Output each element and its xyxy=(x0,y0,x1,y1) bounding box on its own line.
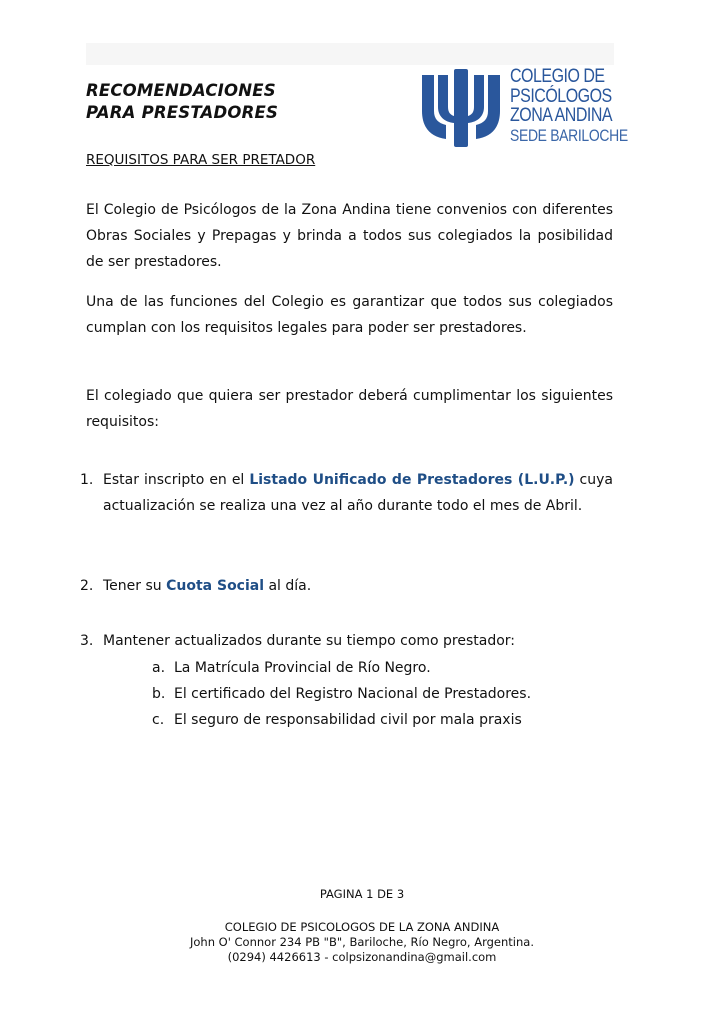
logo-line-3: ZONA ANDINA xyxy=(510,104,613,126)
footer-address: John O' Connor 234 PB "B", Bariloche, Río Negro, Argentina. xyxy=(190,935,534,949)
psi-symbol-icon xyxy=(418,67,504,149)
document-title xyxy=(86,80,278,124)
logo-wordmark xyxy=(510,67,654,145)
paragraph-2: Una de las funciones del Colegio es garantizar que todos sus colegiados cumplan con los requisitos legales para poder ser prestadores. xyxy=(86,294,613,336)
list-number: 1. xyxy=(80,472,94,488)
footer-org: COLEGIO DE PSICOLOGOS DE LA ZONA ANDINA xyxy=(224,920,500,934)
title-line-2: PARA PRESTADORES xyxy=(86,103,279,122)
requirement-item-2 xyxy=(80,573,613,599)
logo-line-4: SEDE BARILOCHE xyxy=(510,125,628,145)
requirement-text: Tener su xyxy=(103,578,167,594)
footer-contact: (0294) 4426613 - colpsizonandina@gmail.com xyxy=(227,950,497,964)
title-line-1: RECOMENDACIONES xyxy=(86,81,276,100)
paragraph-1: El Colegio de Psicólogos de la Zona Andina tiene convenios con diferentes Obras Sociales y Prepagas y brinda a todos sus colegiados la posibilidad de ser prestadores. xyxy=(86,202,613,270)
requirement-item-3 xyxy=(80,628,613,654)
list-number: 2. xyxy=(80,578,94,594)
paragraph-3: El colegiado que quiera ser prestador deberá cumplimentar los siguientes requisitos: xyxy=(86,388,613,430)
subitem-letter: a. xyxy=(152,660,166,676)
requirement-text: al día. xyxy=(264,578,312,594)
colegio-logo xyxy=(418,67,628,151)
footer-info xyxy=(0,920,724,965)
logo-line-1: COLEGIO DE xyxy=(510,65,605,87)
requirement-text: Estar inscripto en el xyxy=(103,472,250,488)
logo-line-2: PSICÓLOGOS xyxy=(510,84,612,107)
subitem-text: El seguro de responsabilidad civil por mala praxis xyxy=(174,712,522,728)
requirement-text: Mantener actualizados durante su tiempo como prestador: xyxy=(103,633,516,649)
page-header-band xyxy=(86,43,614,65)
lup-highlight: Listado Unificado de Prestadores (L.U.P.) xyxy=(249,472,575,488)
subitem-text: El certificado del Registro Nacional de Prestadores. xyxy=(174,686,532,702)
subitem-c xyxy=(152,707,522,733)
subitem-letter: c. xyxy=(152,712,165,728)
subitem-text: La Matrícula Provincial de Río Negro. xyxy=(174,660,431,676)
subitem-letter: b. xyxy=(152,686,166,702)
page-number: PAGINA 1 DE 3 xyxy=(319,887,405,901)
requirement-item-1 xyxy=(80,467,613,519)
requirement-text: cuya actualización se realiza una vez al año durante todo el mes de Abril. xyxy=(103,472,613,514)
subitem-a xyxy=(152,655,431,681)
section-heading: REQUISITOS PARA SER PRETADOR xyxy=(86,152,316,168)
list-number: 3. xyxy=(80,633,94,649)
cuota-social-highlight: Cuota Social xyxy=(166,578,265,594)
subitem-b xyxy=(152,681,531,707)
